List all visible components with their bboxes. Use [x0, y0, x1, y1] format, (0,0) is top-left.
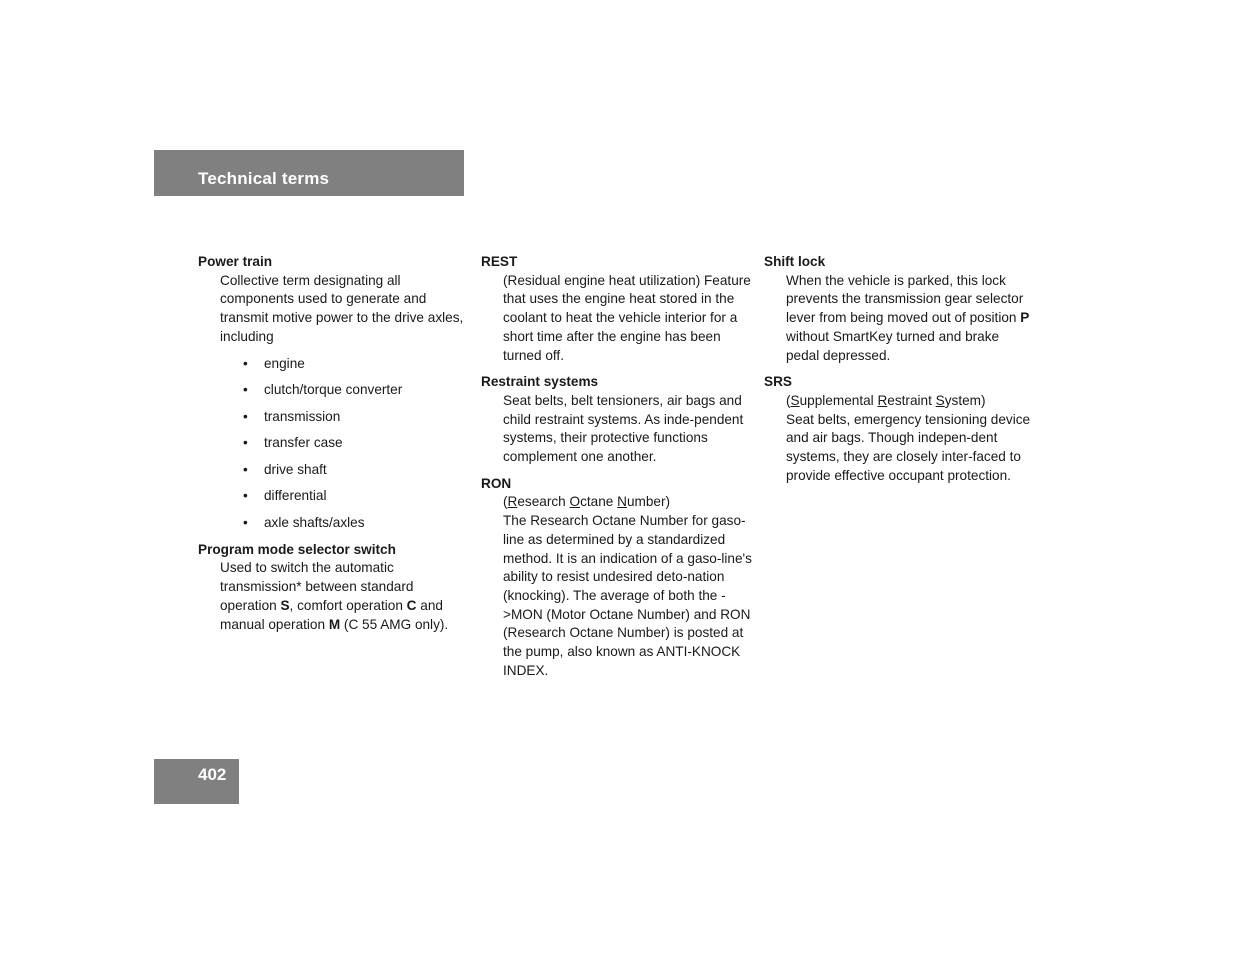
term-srs: SRS	[764, 374, 792, 390]
bullet-icon: •	[243, 408, 248, 424]
list-item: • clutch/torque converter	[242, 381, 468, 400]
bullet-icon: •	[243, 382, 248, 398]
column-1	[198, 253, 468, 642]
term-ron: RON	[481, 475, 512, 491]
entry-shift-lock	[764, 253, 1034, 365]
definition-srs: (Supplemental Restraint System) Seat belts, emergency tensioning device and air bags. Though indepen-dent systems, they are closely inter-faced to provide effective occupant protection.	[786, 392, 1034, 486]
page-number: 402	[198, 765, 227, 784]
entry-rest	[481, 253, 756, 365]
term-restraint-systems: Restraint systems	[481, 374, 599, 390]
list-item: • engine	[242, 355, 468, 374]
list-item: • transfer case	[242, 434, 468, 453]
ron-expansion: (Research Octane Number)	[503, 494, 670, 510]
definition-shift-lock: When the vehicle is parked, this lock prevents the transmission gear selector lever from being moved out of position P without SmartKey turned and brake pedal depressed.	[786, 272, 1030, 363]
entry-ron	[481, 475, 756, 681]
term-program-mode-selector: Program mode selector switch	[198, 541, 396, 557]
list-item: • drive shaft	[242, 461, 468, 480]
bullet-icon: •	[243, 488, 248, 504]
list-item: • transmission	[242, 408, 468, 427]
page-number-box	[154, 759, 239, 804]
component-list	[242, 355, 468, 533]
definition-ron: (Research Octane Number) The Research Octane Number for gaso-line as determined by a standardized method. It is an indication of a gaso-line's ability to resist undesired deto-nation (knocking). The average of both the ->MON (Motor Octane Number) and RON (Research Octane Number) is posted at the pump, also known as ANTI-KNOCK INDEX.	[503, 493, 756, 680]
term-power-train: Power train	[198, 254, 273, 269]
entry-power-train	[198, 253, 468, 533]
entry-srs	[764, 373, 1034, 485]
bullet-icon: •	[243, 461, 248, 477]
definition-text: Collective term designating all components used to generate and transmit motive power to the drive axles, including	[220, 272, 464, 344]
section-title: Technical terms	[198, 169, 330, 188]
definition-restraint-systems: Seat belts, belt tensioners, air bags and child restraint systems. As inde-pendent systems, their protective functions complement one another.	[503, 392, 744, 465]
entry-restraint-systems	[481, 373, 756, 467]
definition-power-train	[220, 272, 468, 533]
srs-expansion: (Supplemental Restraint System)	[786, 392, 986, 408]
definition-program-mode-selector: Used to switch the automatic transmission* between standard operation S, comfort operation C and manual operation M (C 55 AMG only).	[220, 560, 449, 632]
column-2	[481, 253, 756, 688]
term-rest: REST	[481, 254, 518, 269]
bullet-icon: •	[243, 355, 248, 371]
term-shift-lock: Shift lock	[764, 254, 826, 269]
bullet-icon: •	[243, 435, 248, 451]
definition-rest: (Residual engine heat utilization) Feature that uses the engine heat stored in the coolant to heat the vehicle interior for a short time after the engine has been turned off.	[503, 272, 751, 363]
list-item: • axle shafts/axles	[242, 514, 468, 533]
bullet-icon: •	[243, 515, 248, 531]
section-header-bar	[154, 150, 464, 196]
entry-program-mode-selector	[198, 541, 468, 635]
list-item: • differential	[242, 487, 468, 506]
column-3	[764, 253, 1034, 493]
